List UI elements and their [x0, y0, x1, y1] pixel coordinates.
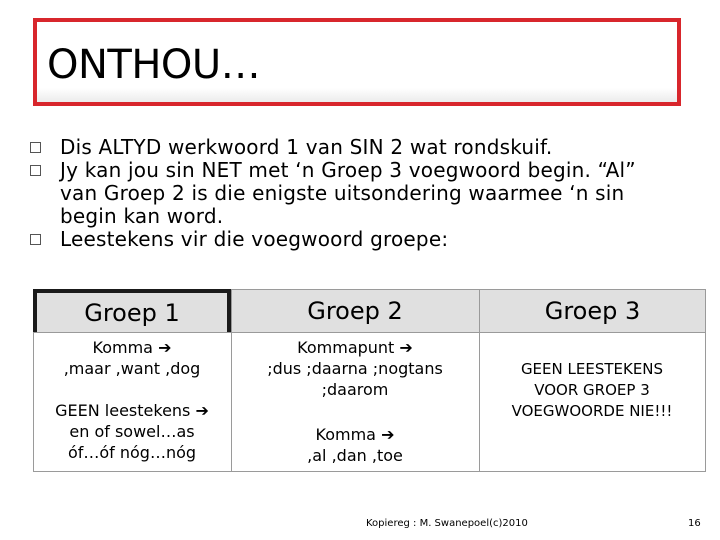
- table-cell-groep-1-komma: [33, 337, 231, 379]
- bullet-line: Leestekens vir die voegwoord groepe:: [60, 227, 449, 251]
- cell-line: ,maar ,want ,dog: [63, 359, 201, 378]
- table-header-divider: [33, 332, 706, 333]
- bullet-item: [30, 228, 700, 251]
- bullet-list: [30, 136, 700, 251]
- table-cell-groep-1-geen: [33, 400, 231, 463]
- cell-line: óf…óf nóg…nóg: [67, 443, 197, 462]
- cell-line: GEEN LEESTEKENS: [520, 360, 664, 378]
- cell-line: VOEGWOORDE NIE!!!: [511, 402, 673, 420]
- bullet-box-icon: [30, 234, 41, 245]
- bullet-line: Jy kan jou sin NET met ‘n Groep 3 voegwoord begin. “Al”: [60, 158, 636, 182]
- title-box: [33, 18, 681, 106]
- slide-title: ONTHOU…: [47, 42, 261, 88]
- bullet-line: van Groep 2 is die enigste uitsondering waarmee ‘n sin: [60, 181, 625, 205]
- bullet-box-icon: [30, 165, 41, 176]
- cell-line: ,al ,dan ,toe: [307, 446, 403, 465]
- table-header-groep-3: Groep 3: [544, 296, 641, 325]
- cell-line: VOOR GROEP 3: [534, 381, 650, 399]
- cell-line: GEEN leestekens ➔: [55, 401, 209, 420]
- footer-copyright: Kopiereg : M. Swanepoel(c)2010: [366, 518, 528, 529]
- table-cell-groep-2-kommapunt: [231, 337, 479, 400]
- table-header-groep-1: Groep 1: [33, 289, 231, 332]
- bullet-item: [30, 136, 700, 159]
- cell-line: Komma ➔: [315, 425, 395, 444]
- bullet-box-icon: [30, 142, 41, 153]
- table-cell-groep-2-komma: [231, 424, 479, 466]
- bullet-line: Dis ALTYD werkwoord 1 van SIN 2 wat rondskuif.: [60, 135, 553, 159]
- cell-line: Kommapunt ➔: [297, 338, 413, 357]
- cell-line: ;dus ;daarna ;nogtans: [267, 359, 443, 378]
- table-header-groep-2: Groep 2: [307, 296, 403, 325]
- bullet-item: [30, 159, 700, 228]
- cell-line: Komma ➔: [92, 338, 172, 357]
- cell-line: en of sowel…as: [69, 422, 195, 441]
- table-border-bottom: [33, 471, 706, 472]
- page-number: 16: [688, 518, 701, 529]
- cell-line: ;daarom: [321, 380, 389, 399]
- table-cell-groep-3: [479, 359, 705, 422]
- bullet-line: begin kan word.: [60, 204, 224, 228]
